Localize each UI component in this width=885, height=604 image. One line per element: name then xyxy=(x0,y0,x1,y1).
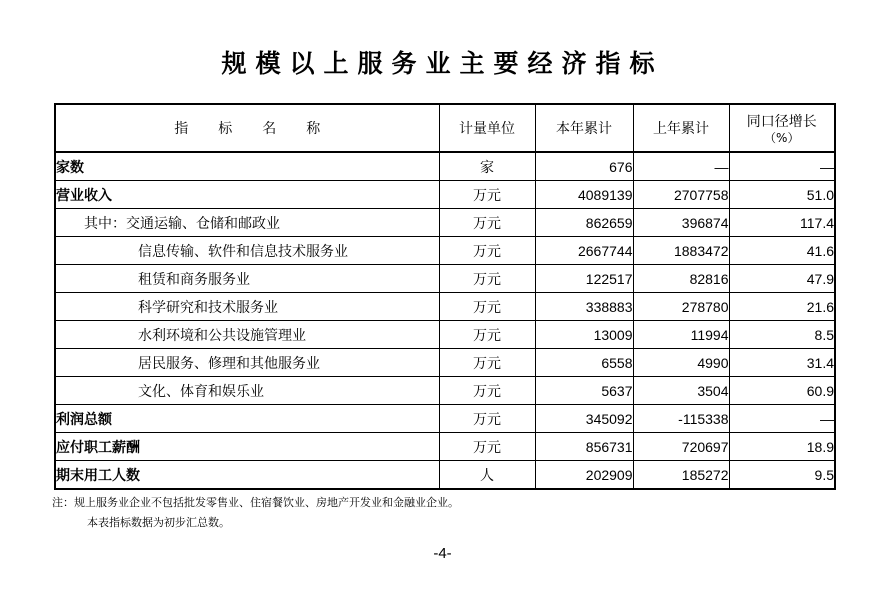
row-unit: 万元 xyxy=(439,209,535,237)
table-row xyxy=(55,209,835,237)
header-current-year: 本年累计 xyxy=(535,104,633,152)
row-current: 862659 xyxy=(535,209,633,237)
table-row xyxy=(55,377,835,405)
row-unit: 万元 xyxy=(439,265,535,293)
row-current: 6558 xyxy=(535,349,633,377)
row-previous: -115338 xyxy=(633,405,729,433)
table-row xyxy=(55,405,835,433)
row-growth: 47.9 xyxy=(729,265,835,293)
row-name: 居民服务、修理和其他服务业 xyxy=(55,349,439,377)
header-unit: 计量单位 xyxy=(439,104,535,152)
row-previous: 3504 xyxy=(633,377,729,405)
row-growth: 60.9 xyxy=(729,377,835,405)
header-growth-unit: （%） xyxy=(764,131,800,145)
row-unit: 万元 xyxy=(439,433,535,461)
row-unit: 万元 xyxy=(439,237,535,265)
row-current: 856731 xyxy=(535,433,633,461)
row-previous: 185272 xyxy=(633,461,729,490)
row-growth: — xyxy=(729,152,835,181)
row-growth: 21.6 xyxy=(729,293,835,321)
row-unit: 人 xyxy=(439,461,535,490)
row-current: 5637 xyxy=(535,377,633,405)
row-name: 文化、体育和娱乐业 xyxy=(55,377,439,405)
row-growth: 31.4 xyxy=(729,349,835,377)
row-unit: 万元 xyxy=(439,321,535,349)
header-growth xyxy=(729,104,835,152)
row-current: 676 xyxy=(535,152,633,181)
row-name: 营业收入 xyxy=(55,181,439,209)
row-unit: 万元 xyxy=(439,349,535,377)
row-current: 338883 xyxy=(535,293,633,321)
row-previous: 396874 xyxy=(633,209,729,237)
row-growth: 117.4 xyxy=(729,209,835,237)
row-previous: 720697 xyxy=(633,433,729,461)
row-current: 4089139 xyxy=(535,181,633,209)
table-row xyxy=(55,321,835,349)
row-unit: 万元 xyxy=(439,293,535,321)
row-name: 信息传输、软件和信息技术服务业 xyxy=(55,237,439,265)
table-row xyxy=(55,237,835,265)
row-name: 租赁和商务服务业 xyxy=(55,265,439,293)
row-name: 水利环境和公共设施管理业 xyxy=(55,321,439,349)
row-unit: 家 xyxy=(439,152,535,181)
row-name: 利润总额 xyxy=(55,405,439,433)
header-previous-year: 上年累计 xyxy=(633,104,729,152)
header-indicator-name: 指标名称 xyxy=(55,104,439,152)
table-row xyxy=(55,181,835,209)
row-previous: 82816 xyxy=(633,265,729,293)
row-growth: — xyxy=(729,405,835,433)
page-number: -4- xyxy=(433,545,452,562)
row-unit: 万元 xyxy=(439,377,535,405)
table-row xyxy=(55,265,835,293)
row-name: 应付职工薪酬 xyxy=(55,433,439,461)
row-name: 科学研究和技术服务业 xyxy=(55,293,439,321)
row-growth: 8.5 xyxy=(729,321,835,349)
row-previous: 4990 xyxy=(633,349,729,377)
row-unit: 万元 xyxy=(439,405,535,433)
table-row xyxy=(55,152,835,181)
row-growth: 18.9 xyxy=(729,433,835,461)
footnote-preliminary: 本表指标数据为初步汇总数。 xyxy=(87,516,230,529)
indicators-table xyxy=(54,103,836,490)
table-header-row xyxy=(55,104,835,152)
header-growth-label: 同口径增长 xyxy=(746,114,817,130)
row-previous: — xyxy=(633,152,729,181)
row-current: 2667744 xyxy=(535,237,633,265)
row-name: 其中：交通运输、仓储和邮政业 xyxy=(55,209,439,237)
row-current: 13009 xyxy=(535,321,633,349)
table-row xyxy=(55,293,835,321)
row-previous: 11994 xyxy=(633,321,729,349)
table-row xyxy=(55,433,835,461)
footnote-scope: 注：规上服务业企业不包括批发零售业、住宿餐饮业、房地产开发业和金融业企业。 xyxy=(52,496,459,509)
row-growth: 41.6 xyxy=(729,237,835,265)
row-previous: 1883472 xyxy=(633,237,729,265)
row-current: 202909 xyxy=(535,461,633,490)
row-name: 期末用工人数 xyxy=(55,461,439,490)
row-previous: 2707758 xyxy=(633,181,729,209)
row-current: 345092 xyxy=(535,405,633,433)
table-row xyxy=(55,461,835,490)
page-title: 规模以上服务业主要经济指标 xyxy=(221,49,664,78)
table-row xyxy=(55,349,835,377)
row-previous: 278780 xyxy=(633,293,729,321)
row-growth: 51.0 xyxy=(729,181,835,209)
row-name: 家数 xyxy=(55,152,439,181)
row-growth: 9.5 xyxy=(729,461,835,490)
row-current: 122517 xyxy=(535,265,633,293)
row-unit: 万元 xyxy=(439,181,535,209)
